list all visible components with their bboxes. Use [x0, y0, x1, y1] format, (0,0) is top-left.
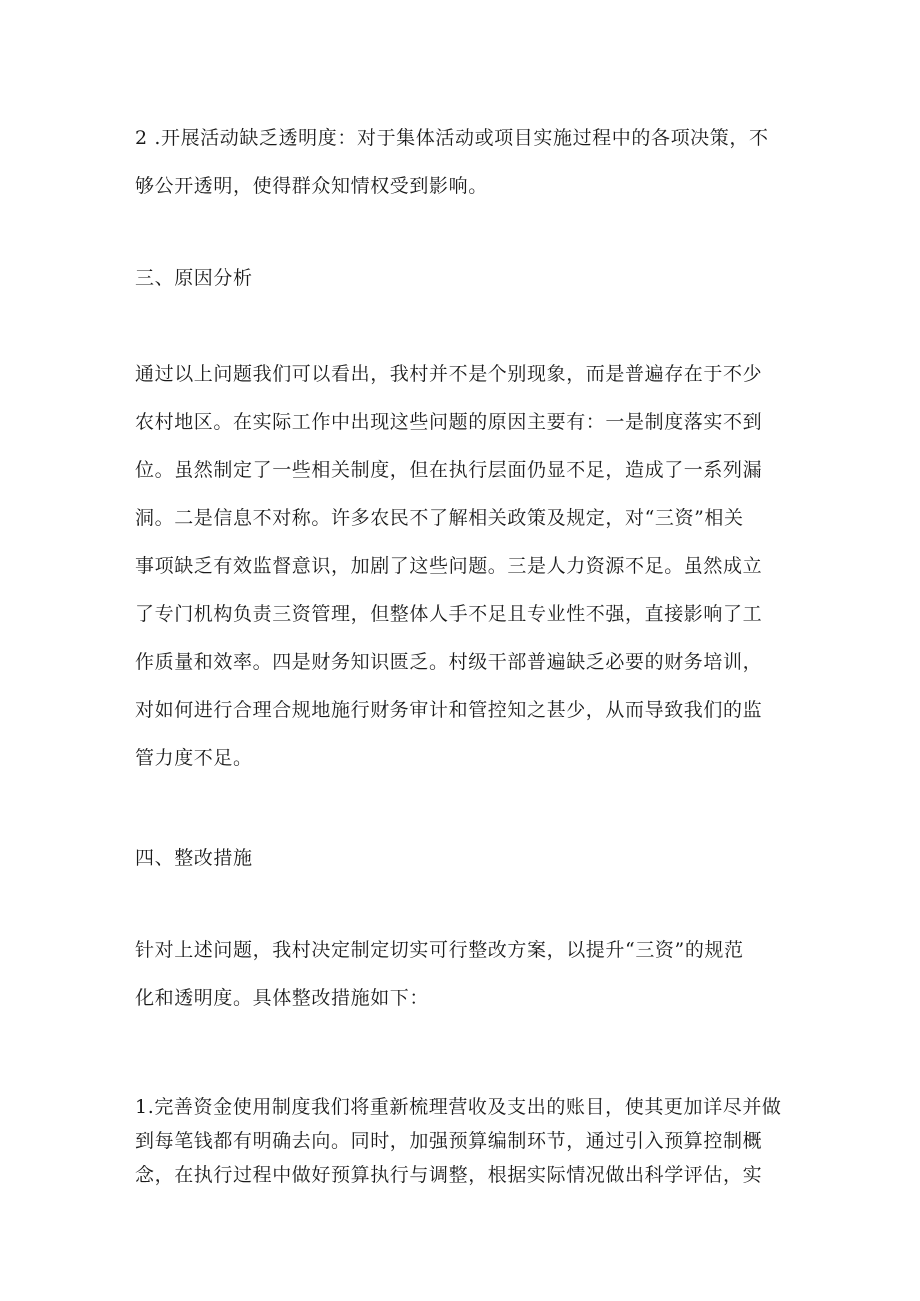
- paragraph-line: 位。虽然制定了一些相关制度，但在执行层面仍显不足，造成了一系列漏: [135, 459, 763, 481]
- item-2-paragraph: [135, 114, 785, 210]
- paragraph-line: 到每笔钱都有明确去向。同时，加强预算编制环节，通过引入预算控制概: [135, 1130, 763, 1152]
- heading-text: 三、原因分析: [135, 267, 253, 289]
- rectification-intro-paragraph: [135, 926, 785, 1022]
- paragraph-line: 管力度不足。: [135, 747, 253, 769]
- paragraph-line: 念，在执行过程中做好预算执行与调整，根据实际情况做出科学评估，实: [135, 1164, 763, 1186]
- heading-text: 四、整改措施: [135, 847, 253, 869]
- paragraph-line: 作质量和效率。四是财务知识匮乏。村级干部普遍缺乏必要的财务培训，: [135, 651, 763, 673]
- paragraph-line: 1.完善资金使用制度我们将重新梳理营收及支出的账目，使其更加详尽并做: [135, 1096, 782, 1118]
- paragraph-line: 2 .开展活动缺乏透明度：对于集体活动或项目实施过程中的各项决策，不: [135, 127, 769, 149]
- section-4-heading: [135, 834, 785, 882]
- cause-analysis-paragraph: [135, 350, 785, 782]
- paragraph-line: 够公开透明，使得群众知情权受到影响。: [135, 175, 488, 197]
- paragraph-line: 化和透明度。具体整改措施如下：: [135, 987, 430, 1009]
- measure-1-paragraph: [135, 1090, 785, 1192]
- paragraph-line: 针对上述问题，我村决定制定切实可行整改方案，以提升“三资”的规范: [135, 939, 744, 961]
- paragraph-line: 洞。二是信息不对称。许多农民不了解相关政策及规定，对“三资”相关: [135, 507, 744, 529]
- paragraph-line: 对如何进行合理合规地施行财务审计和管控知之甚少，从而导致我们的监: [135, 699, 763, 721]
- paragraph-line: 了专门机构负责三资管理，但整体人手不足且专业性不强，直接影响了工: [135, 603, 763, 625]
- paragraph-line: 事项缺乏有效监督意识，加剧了这些问题。三是人力资源不足。虽然成立: [135, 555, 763, 577]
- paragraph-line: 通过以上问题我们可以看出，我村并不是个别现象，而是普遍存在于不少: [135, 363, 763, 385]
- section-3-heading: [135, 254, 785, 302]
- paragraph-line: 农村地区。在实际工作中出现这些问题的原因主要有：一是制度落实不到: [135, 411, 763, 433]
